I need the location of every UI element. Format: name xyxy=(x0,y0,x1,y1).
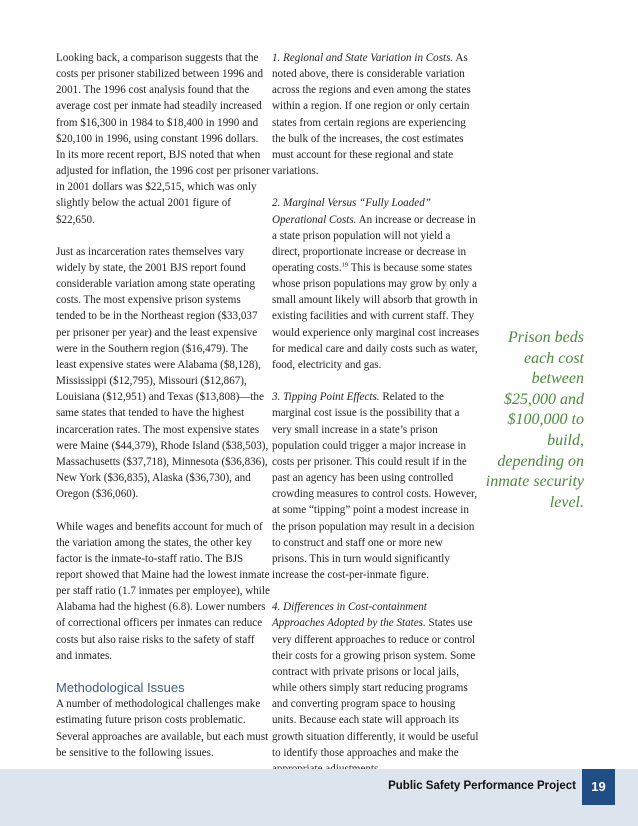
list-item-cost-containment xyxy=(272,599,480,777)
list-item-body: States use very different approaches to reduce or control their costs for a growing prison system. Some contract with private prisons or local jails, while others simply start reducing programs and converting program space to housing units. Because each state will approach its growth situation differently, it would be useful to identify those approaches and make the xyxy=(272,617,479,759)
paragraph-cost-stabilization: Looking back, a comparison suggests that the costs per prisoner stabilized between 1996 and 2001. The 1996 cost analysis found that the average cost per inmate had steadily increased from $16,300 in 1984 to $18,400 in 1990 and $20,100 in 1996, using constant 1996 dollars. In its more recent report, BJS noted that when adjusted for inflation, the 1996 cost per prisoner in 2001 dollars was $22,515, which was only slightly below the actual 2001 figure of $22,650. xyxy=(56,52,270,226)
footer-title: Public Safety Performance Project xyxy=(388,780,576,792)
footnote-reference[interactable]: 19 xyxy=(341,261,349,269)
right-column xyxy=(272,50,480,793)
list-item-body: As noted above, there is considerable variation across the regions and even among the states within a region. If one region or only certain states from certain regions are experiencing the bulk of the increases, the cost estimates must account for these regional and state variations. xyxy=(272,52,471,178)
page-number: 19 xyxy=(582,769,615,805)
left-column xyxy=(56,50,270,777)
paragraph-state-variation: Just as incarceration rates themselves vary widely by state, the 2001 BJS report found considerable variation among state operating costs. The most expensive prison systems tended to be in the Northeast region ($33,037 per prisoner per year) and the least expensive were in the Southern region ($16,479). The least expensive states were Alabama ($8,128), Mississippi ($12,795), Missouri ($12,867), Louisiana ($12,951) and Texas ($13,808)—the same states that tended to have the highest incarceration rates. The most expensive states were Maine ($44,379), Rhode Island ($38,503), Massachusetts ($37,718), Minnesota ($36,836), New York ($36,835), Alaska ($36,730), and Oregon ($36,060). xyxy=(56,245,269,501)
list-item-lead: 4. Differences in Cost-containment Approaches Adopted by the States. xyxy=(272,601,427,630)
section-heading: Methodological Issues xyxy=(56,680,185,696)
list-item-tipping-point xyxy=(272,389,480,583)
list-item-lead: 1. Regional and State Variation in Costs. xyxy=(272,52,454,64)
footer-band xyxy=(0,769,638,826)
list-item-lead: 2. Marginal Versus “Fully Loaded” Operational Costs. xyxy=(272,197,431,226)
list-item-body: An increase or decrease in a state prison population will not yield a direct, proportionate increase or decrease in operating costs. xyxy=(272,213,476,275)
list-item-lead: 3. Tipping Point Effects. xyxy=(272,391,380,404)
pull-quote: Prison beds each cost between $25,000 and $100,000 to build, depending on inmate security level. xyxy=(485,329,584,511)
list-item-body: Related to the marginal cost issue is the possibility that a very small increase in a state’s prison population could trigger a major increase in costs per prisoner. This could result if in the past an agency has been using controlled crowding measures to control costs. However, at some “tipping” point a modest increase in the prison population may result in a decision to construct and staff one or more new prisons. This in turn would significantly increase the cost-per-inmate figure. xyxy=(272,391,478,581)
paragraph-staff-ratio: While wages and benefits account for much of the variation among the states, the other key factor is the inmate-to-staff ratio. The BJS report showed that Maine had the lowest inmate per staff ratio (1.7 inmates per employee), while Alabama had the highest (6.8). Lower numbers of correctional officers per inmates can reduce costs but also raise risks to the safety of staff and inmates. xyxy=(56,520,270,662)
paragraph-methodology-intro: A number of methodological challenges make estimating future prison costs problematic. Several approaches are available, but each must be sensitive to the following issues. xyxy=(56,698,269,759)
list-item-marginal-costs xyxy=(272,195,480,373)
list-item-regional-variation xyxy=(272,50,480,179)
list-item-body: This is because some states whose prison populations may grow by only a small amount likely will absorb that growth in existing facilities and with current staff. They would experience only marginal cost increases for medical care and daily costs such as water, food, electricity and gas. xyxy=(272,262,480,371)
